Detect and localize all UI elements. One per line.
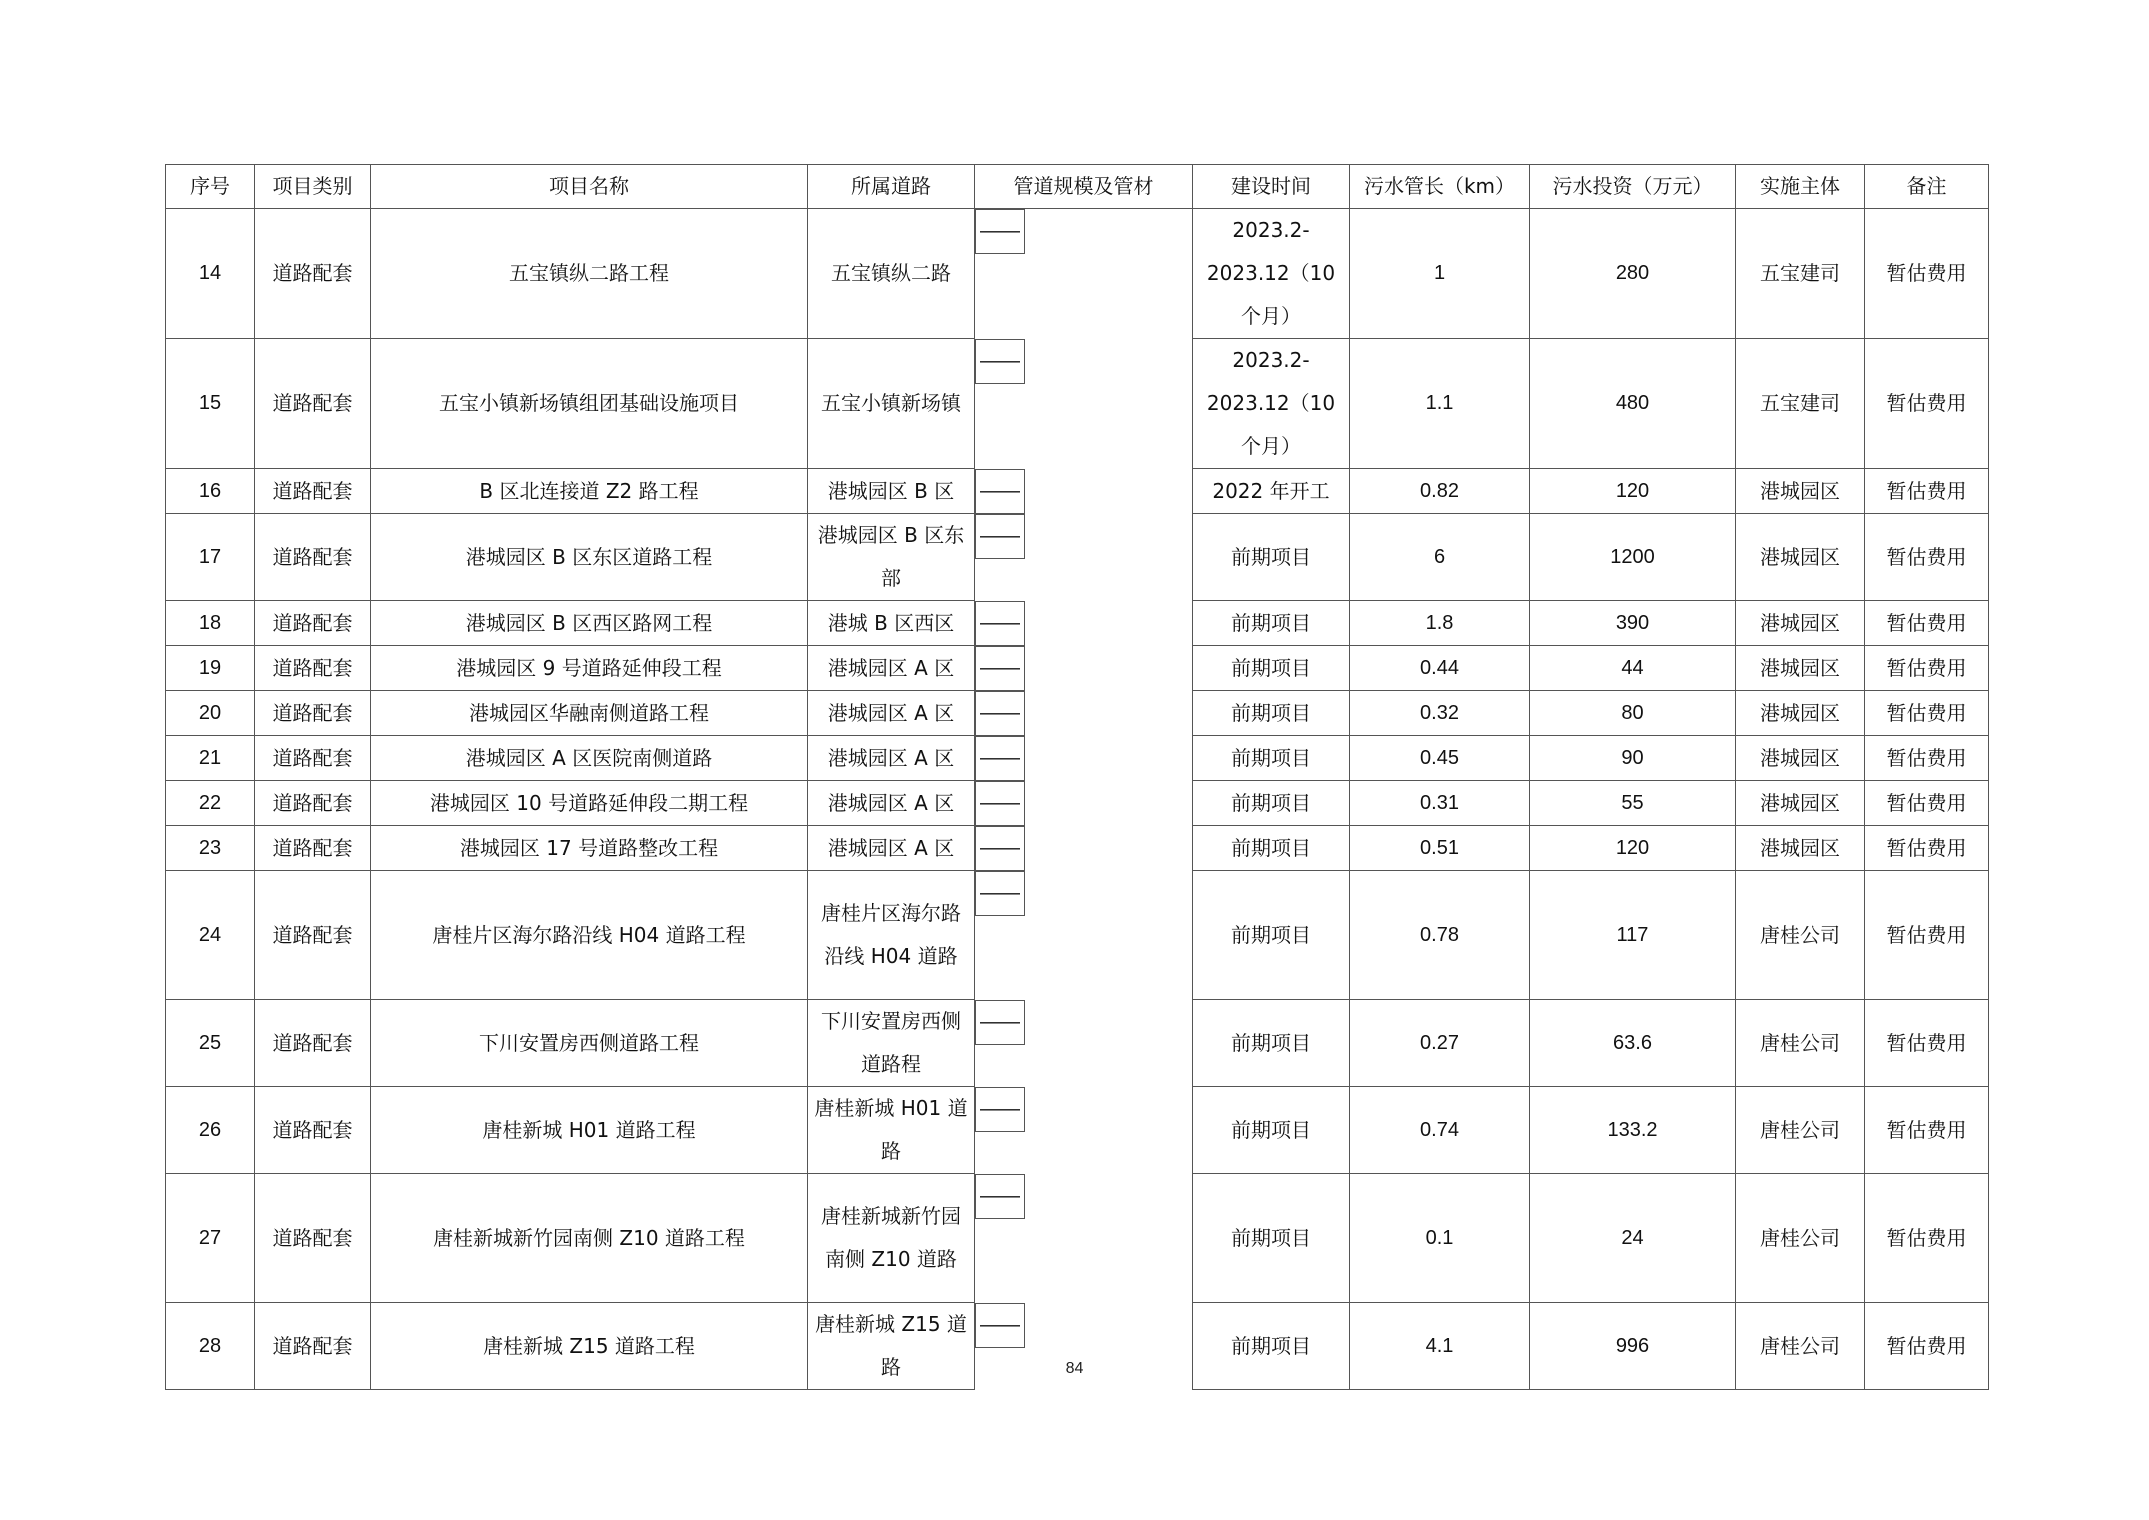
cell-pipe: ——: [975, 1087, 1025, 1132]
cell-pipe: ——: [975, 1174, 1025, 1219]
cell-pipe: ——: [975, 871, 1025, 916]
cell-pipe: ——: [975, 781, 1025, 826]
cell-no: 15: [166, 339, 255, 469]
cell-name: 唐桂片区海尔路沿线 H04 道路工程: [371, 871, 808, 1000]
cell-note: 暂估费用: [1865, 826, 1989, 871]
cell-road: 唐桂新城新竹园南侧 Z10 道路: [808, 1174, 975, 1303]
cell-length: 0.31: [1350, 781, 1530, 826]
cell-length: 0.78: [1350, 871, 1530, 1000]
header-note: 备注: [1865, 165, 1989, 209]
cell-entity: 港城园区: [1736, 601, 1865, 646]
cell-length: 0.27: [1350, 1000, 1530, 1087]
table-row: [166, 1000, 1989, 1087]
table-row: [166, 781, 1989, 826]
cell-length: 4.1: [1350, 1303, 1530, 1390]
cell-pipe: ——: [975, 339, 1025, 384]
cell-length: 0.44: [1350, 646, 1530, 691]
cell-category: 道路配套: [255, 826, 371, 871]
cell-category: 道路配套: [255, 736, 371, 781]
cell-name: 港城园区 A 区医院南侧道路: [371, 736, 808, 781]
header-investment: 污水投资（万元）: [1530, 165, 1736, 209]
header-no: 序号: [166, 165, 255, 209]
cell-length: 0.74: [1350, 1087, 1530, 1174]
cell-no: 27: [166, 1174, 255, 1303]
cell-length: 1: [1350, 209, 1530, 339]
cell-note: 暂估费用: [1865, 339, 1989, 469]
cell-entity: 唐桂公司: [1736, 1174, 1865, 1303]
cell-investment: 480: [1530, 339, 1736, 469]
cell-length: 6: [1350, 514, 1530, 601]
project-table: [165, 164, 1989, 1390]
cell-category: 道路配套: [255, 339, 371, 469]
cell-name: 下川安置房西侧道路工程: [371, 1000, 808, 1087]
cell-investment: 80: [1530, 691, 1736, 736]
cell-time: 前期项目: [1193, 646, 1350, 691]
cell-pipe: ——: [975, 826, 1025, 871]
cell-time: 前期项目: [1193, 781, 1350, 826]
cell-investment: 120: [1530, 469, 1736, 514]
cell-road: 五宝镇纵二路: [808, 209, 975, 339]
table-header: [166, 165, 1989, 209]
cell-investment: 44: [1530, 646, 1736, 691]
cell-time: 前期项目: [1193, 1000, 1350, 1087]
cell-length: 1.8: [1350, 601, 1530, 646]
cell-road: 港城 B 区西区: [808, 601, 975, 646]
table-row: [166, 209, 1989, 339]
cell-investment: 117: [1530, 871, 1736, 1000]
cell-time: 2023.2-2023.12（10 个月）: [1193, 339, 1350, 469]
cell-investment: 996: [1530, 1303, 1736, 1390]
cell-investment: 1200: [1530, 514, 1736, 601]
cell-category: 道路配套: [255, 646, 371, 691]
table-row: [166, 469, 1989, 514]
cell-entity: 唐桂公司: [1736, 871, 1865, 1000]
cell-pipe: ——: [975, 1000, 1025, 1045]
cell-category: 道路配套: [255, 1174, 371, 1303]
header-time: 建设时间: [1193, 165, 1350, 209]
cell-no: 26: [166, 1087, 255, 1174]
cell-category: 道路配套: [255, 469, 371, 514]
cell-time: 2023.2-2023.12（10 个月）: [1193, 209, 1350, 339]
cell-road: 港城园区 A 区: [808, 826, 975, 871]
cell-road: 港城园区 B 区: [808, 469, 975, 514]
cell-time: 前期项目: [1193, 514, 1350, 601]
cell-name: 港城园区 B 区西区路网工程: [371, 601, 808, 646]
table-row: [166, 826, 1989, 871]
cell-time: 前期项目: [1193, 601, 1350, 646]
header-road: 所属道路: [808, 165, 975, 209]
cell-no: 22: [166, 781, 255, 826]
cell-no: 20: [166, 691, 255, 736]
cell-entity: 五宝建司: [1736, 209, 1865, 339]
cell-length: 0.82: [1350, 469, 1530, 514]
table-row: [166, 691, 1989, 736]
cell-note: 暂估费用: [1865, 736, 1989, 781]
cell-length: 0.45: [1350, 736, 1530, 781]
cell-road: 唐桂片区海尔路沿线 H04 道路: [808, 871, 975, 1000]
cell-note: 暂估费用: [1865, 646, 1989, 691]
table-body: [166, 209, 1989, 1390]
header-row: [166, 165, 1989, 209]
cell-name: 唐桂新城 H01 道路工程: [371, 1087, 808, 1174]
cell-note: 暂估费用: [1865, 209, 1989, 339]
cell-entity: 港城园区: [1736, 781, 1865, 826]
cell-entity: 唐桂公司: [1736, 1087, 1865, 1174]
header-category: 项目类别: [255, 165, 371, 209]
header-entity: 实施主体: [1736, 165, 1865, 209]
cell-note: 暂估费用: [1865, 469, 1989, 514]
cell-category: 道路配套: [255, 601, 371, 646]
cell-name: 港城园区华融南侧道路工程: [371, 691, 808, 736]
cell-name: B 区北连接道 Z2 路工程: [371, 469, 808, 514]
cell-no: 23: [166, 826, 255, 871]
cell-no: 17: [166, 514, 255, 601]
header-name: 项目名称: [371, 165, 808, 209]
cell-time: 前期项目: [1193, 1087, 1350, 1174]
cell-category: 道路配套: [255, 871, 371, 1000]
cell-pipe: ——: [975, 469, 1025, 514]
cell-time: 前期项目: [1193, 826, 1350, 871]
cell-no: 25: [166, 1000, 255, 1087]
cell-investment: 90: [1530, 736, 1736, 781]
cell-investment: 280: [1530, 209, 1736, 339]
cell-category: 道路配套: [255, 209, 371, 339]
table-row: [166, 646, 1989, 691]
cell-category: 道路配套: [255, 1087, 371, 1174]
cell-length: 1.1: [1350, 339, 1530, 469]
cell-note: 暂估费用: [1865, 781, 1989, 826]
cell-investment: 390: [1530, 601, 1736, 646]
cell-entity: 港城园区: [1736, 469, 1865, 514]
cell-note: 暂估费用: [1865, 1303, 1989, 1390]
table-row: [166, 601, 1989, 646]
table-row: [166, 514, 1989, 601]
cell-name: 港城园区 9 号道路延伸段工程: [371, 646, 808, 691]
cell-road: 唐桂新城 Z15 道路: [808, 1303, 975, 1390]
cell-category: 道路配套: [255, 1303, 371, 1390]
cell-entity: 港城园区: [1736, 736, 1865, 781]
cell-road: 港城园区 B 区东部: [808, 514, 975, 601]
cell-time: 前期项目: [1193, 1303, 1350, 1390]
cell-entity: 港城园区: [1736, 514, 1865, 601]
cell-road: 下川安置房西侧道路程: [808, 1000, 975, 1087]
cell-note: 暂估费用: [1865, 601, 1989, 646]
cell-length: 0.51: [1350, 826, 1530, 871]
cell-note: 暂估费用: [1865, 1000, 1989, 1087]
header-length: 污水管长（km）: [1350, 165, 1530, 209]
cell-pipe: ——: [975, 691, 1025, 736]
cell-road: 港城园区 A 区: [808, 781, 975, 826]
cell-pipe: ——: [975, 514, 1025, 559]
cell-road: 五宝小镇新场镇: [808, 339, 975, 469]
cell-category: 道路配套: [255, 781, 371, 826]
cell-pipe: ——: [975, 1303, 1025, 1348]
cell-length: 0.1: [1350, 1174, 1530, 1303]
cell-time: 前期项目: [1193, 691, 1350, 736]
cell-note: 暂估费用: [1865, 871, 1989, 1000]
cell-no: 16: [166, 469, 255, 514]
cell-entity: 港城园区: [1736, 826, 1865, 871]
cell-time: 前期项目: [1193, 1174, 1350, 1303]
table-row: [166, 1174, 1989, 1303]
cell-entity: 五宝建司: [1736, 339, 1865, 469]
cell-road: 港城园区 A 区: [808, 736, 975, 781]
cell-no: 21: [166, 736, 255, 781]
table-row: [166, 1087, 1989, 1174]
cell-name: 唐桂新城 Z15 道路工程: [371, 1303, 808, 1390]
cell-entity: 唐桂公司: [1736, 1000, 1865, 1087]
cell-name: 五宝镇纵二路工程: [371, 209, 808, 339]
cell-no: 18: [166, 601, 255, 646]
cell-name: 港城园区 B 区东区道路工程: [371, 514, 808, 601]
cell-entity: 唐桂公司: [1736, 1303, 1865, 1390]
cell-time: 2022 年开工: [1193, 469, 1350, 514]
cell-entity: 港城园区: [1736, 646, 1865, 691]
cell-investment: 133.2: [1530, 1087, 1736, 1174]
table-row: [166, 871, 1989, 1000]
cell-road: 港城园区 A 区: [808, 646, 975, 691]
cell-investment: 120: [1530, 826, 1736, 871]
cell-road: 唐桂新城 H01 道路: [808, 1087, 975, 1174]
cell-no: 19: [166, 646, 255, 691]
cell-pipe: ——: [975, 646, 1025, 691]
cell-name: 五宝小镇新场镇组团基础设施项目: [371, 339, 808, 469]
header-pipe: 管道规模及管材: [975, 165, 1193, 209]
cell-category: 道路配套: [255, 514, 371, 601]
table-row: [166, 736, 1989, 781]
cell-note: 暂估费用: [1865, 514, 1989, 601]
cell-road: 港城园区 A 区: [808, 691, 975, 736]
cell-time: 前期项目: [1193, 871, 1350, 1000]
cell-investment: 63.6: [1530, 1000, 1736, 1087]
cell-pipe: ——: [975, 736, 1025, 781]
cell-no: 14: [166, 209, 255, 339]
table-row: [166, 339, 1989, 469]
cell-entity: 港城园区: [1736, 691, 1865, 736]
cell-investment: 55: [1530, 781, 1736, 826]
cell-investment: 24: [1530, 1174, 1736, 1303]
cell-name: 唐桂新城新竹园南侧 Z10 道路工程: [371, 1174, 808, 1303]
cell-note: 暂估费用: [1865, 1087, 1989, 1174]
cell-pipe: ——: [975, 209, 1025, 254]
cell-name: 港城园区 17 号道路整改工程: [371, 826, 808, 871]
cell-category: 道路配套: [255, 691, 371, 736]
page-number: 84: [1065, 1360, 1084, 1377]
cell-no: 24: [166, 871, 255, 1000]
cell-pipe: ——: [975, 601, 1025, 646]
cell-time: 前期项目: [1193, 736, 1350, 781]
cell-no: 28: [166, 1303, 255, 1390]
cell-category: 道路配套: [255, 1000, 371, 1087]
cell-note: 暂估费用: [1865, 1174, 1989, 1303]
cell-name: 港城园区 10 号道路延伸段二期工程: [371, 781, 808, 826]
cell-note: 暂估费用: [1865, 691, 1989, 736]
cell-length: 0.32: [1350, 691, 1530, 736]
